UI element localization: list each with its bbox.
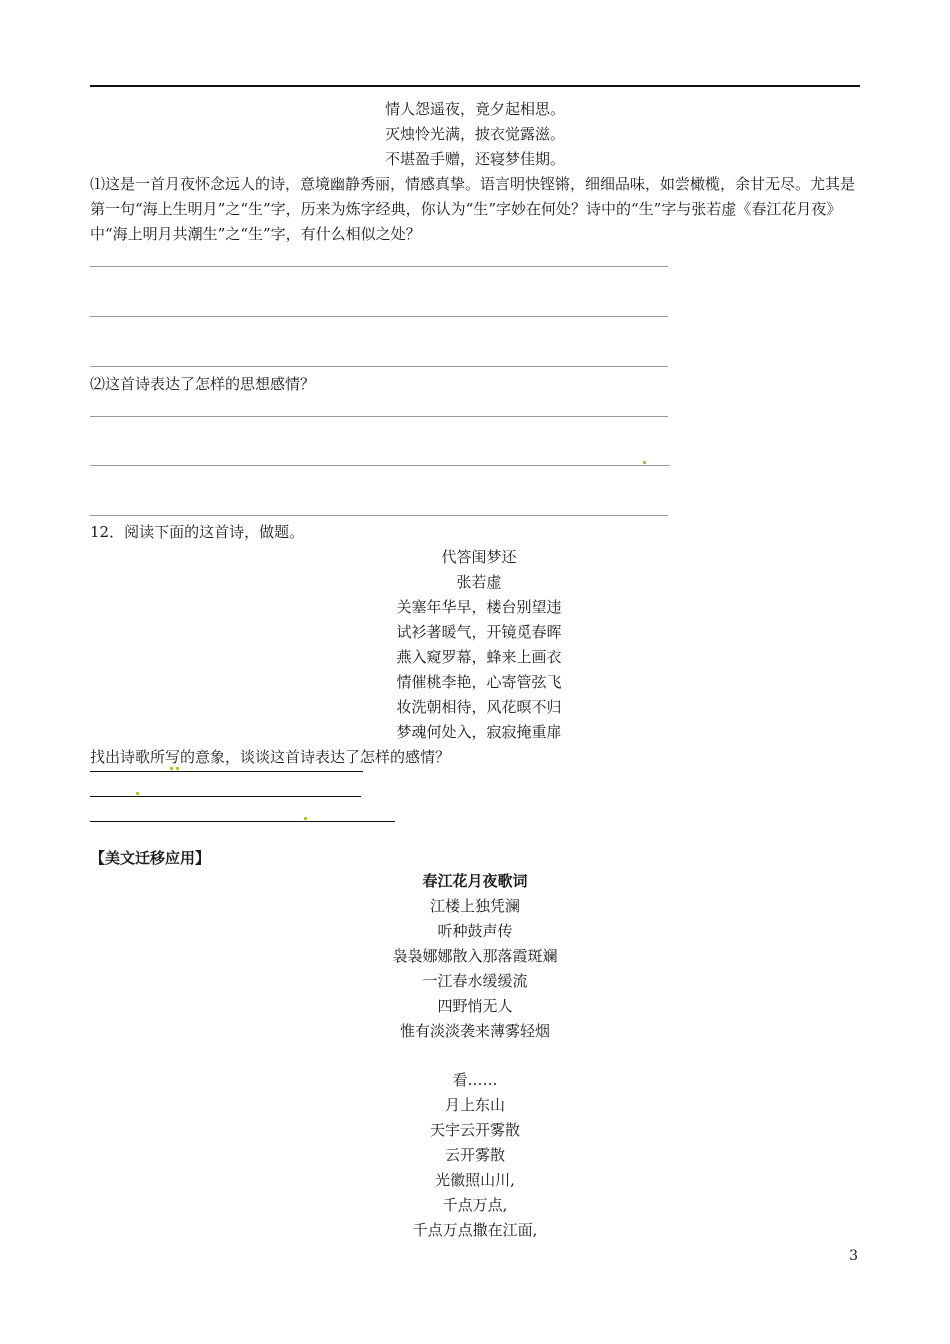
poem1-line: 不堪盈手赠，还寝梦佳期。 — [384, 150, 565, 168]
answer-line[interactable] — [90, 416, 668, 417]
song-line: 千点万点撒在江面, — [412, 1221, 538, 1239]
question-12-intro: 12．阅读下面的这首诗，做题。 — [90, 523, 305, 541]
answer-line[interactable] — [90, 465, 670, 466]
answer-line[interactable] — [90, 821, 395, 822]
answer-line[interactable] — [90, 796, 361, 797]
section-title: 【美文迁移应用】 — [90, 849, 211, 867]
speck-mark — [643, 461, 646, 464]
question-12-prompt: 找出诗歌所写的意象，谈谈这首诗表达了怎样的感情？ — [90, 748, 451, 766]
answer-line[interactable] — [90, 266, 668, 267]
poem2-line: 情催桃李艳，心寄管弦飞 — [396, 673, 562, 691]
poem2-author: 张若虚 — [456, 573, 502, 591]
poem2-line: 妆洗朝相待，风花暝不归 — [396, 698, 562, 716]
poem2-line: 关塞年华早，楼台别望违 — [396, 598, 562, 616]
poem1 — [90, 97, 860, 172]
poem1-line: 情人怨遥夜，竟夕起相思。 — [384, 100, 565, 118]
song-line: 江楼上独凭澜 — [429, 897, 520, 915]
answer-line[interactable] — [90, 771, 363, 772]
poem2-line: 燕入窥罗幕，蜂来上画衣 — [396, 648, 562, 666]
speck-mark — [136, 792, 139, 795]
song-line: 云开雾散 — [444, 1146, 505, 1164]
poem2-line: 试衫著暖气，开镜觅春晖 — [396, 623, 562, 641]
answer-line[interactable] — [90, 366, 668, 367]
poem2-title: 代答闺梦还 — [441, 548, 517, 566]
song-line: 四野悄无人 — [437, 997, 513, 1015]
song-line: 一江春水缓缓流 — [422, 972, 528, 990]
answer-line[interactable] — [90, 515, 668, 516]
speck-mark — [176, 767, 179, 770]
poem2 — [336, 545, 622, 745]
header-rule — [90, 85, 860, 87]
song-line: 袅袅娜娜散入那落霞斑斓 — [392, 947, 558, 965]
song-line: 惟有淡淡袭来薄雾轻烟 — [399, 1022, 550, 1040]
song-line: 光徽照山川, — [435, 1171, 515, 1189]
question-1-text: ⑴这是一首月夜怀念远人的诗，意境幽静秀丽，情感真挚。语言明快铿锵，细细品味，如尝橄榄，余甘无尽。尤其是第一句“海上生明月”之“生”字，历来为炼字经典，你认为“生”字妙在何处？诗中的“生”字与张若虚《春江花月夜》中“海上明月共潮生”之“生”字，有什么相似之处？ — [90, 175, 856, 243]
song-line: 天宇云开雾散 — [429, 1121, 520, 1139]
song-line: 月上东山 — [444, 1096, 505, 1114]
song-lyrics-b — [90, 1068, 860, 1243]
speck-mark — [304, 817, 307, 820]
poem1-line: 灭烛怜光满，披衣觉露滋。 — [384, 125, 565, 143]
question-2-text: ⑵这首诗表达了怎样的思想感情？ — [90, 375, 316, 393]
song-title: 春江花月夜歌词 — [422, 872, 528, 890]
song-line: 听种鼓声传 — [437, 922, 513, 940]
song-lyrics-a — [90, 869, 860, 1044]
poem2-line: 梦魂何处入，寂寂掩重扉 — [396, 723, 562, 741]
song-line: 看…… — [452, 1071, 498, 1089]
speck-mark — [170, 767, 173, 770]
answer-line[interactable] — [90, 316, 668, 317]
song-line: 千点万点, — [442, 1196, 508, 1214]
page-number: 3 — [849, 1248, 858, 1264]
